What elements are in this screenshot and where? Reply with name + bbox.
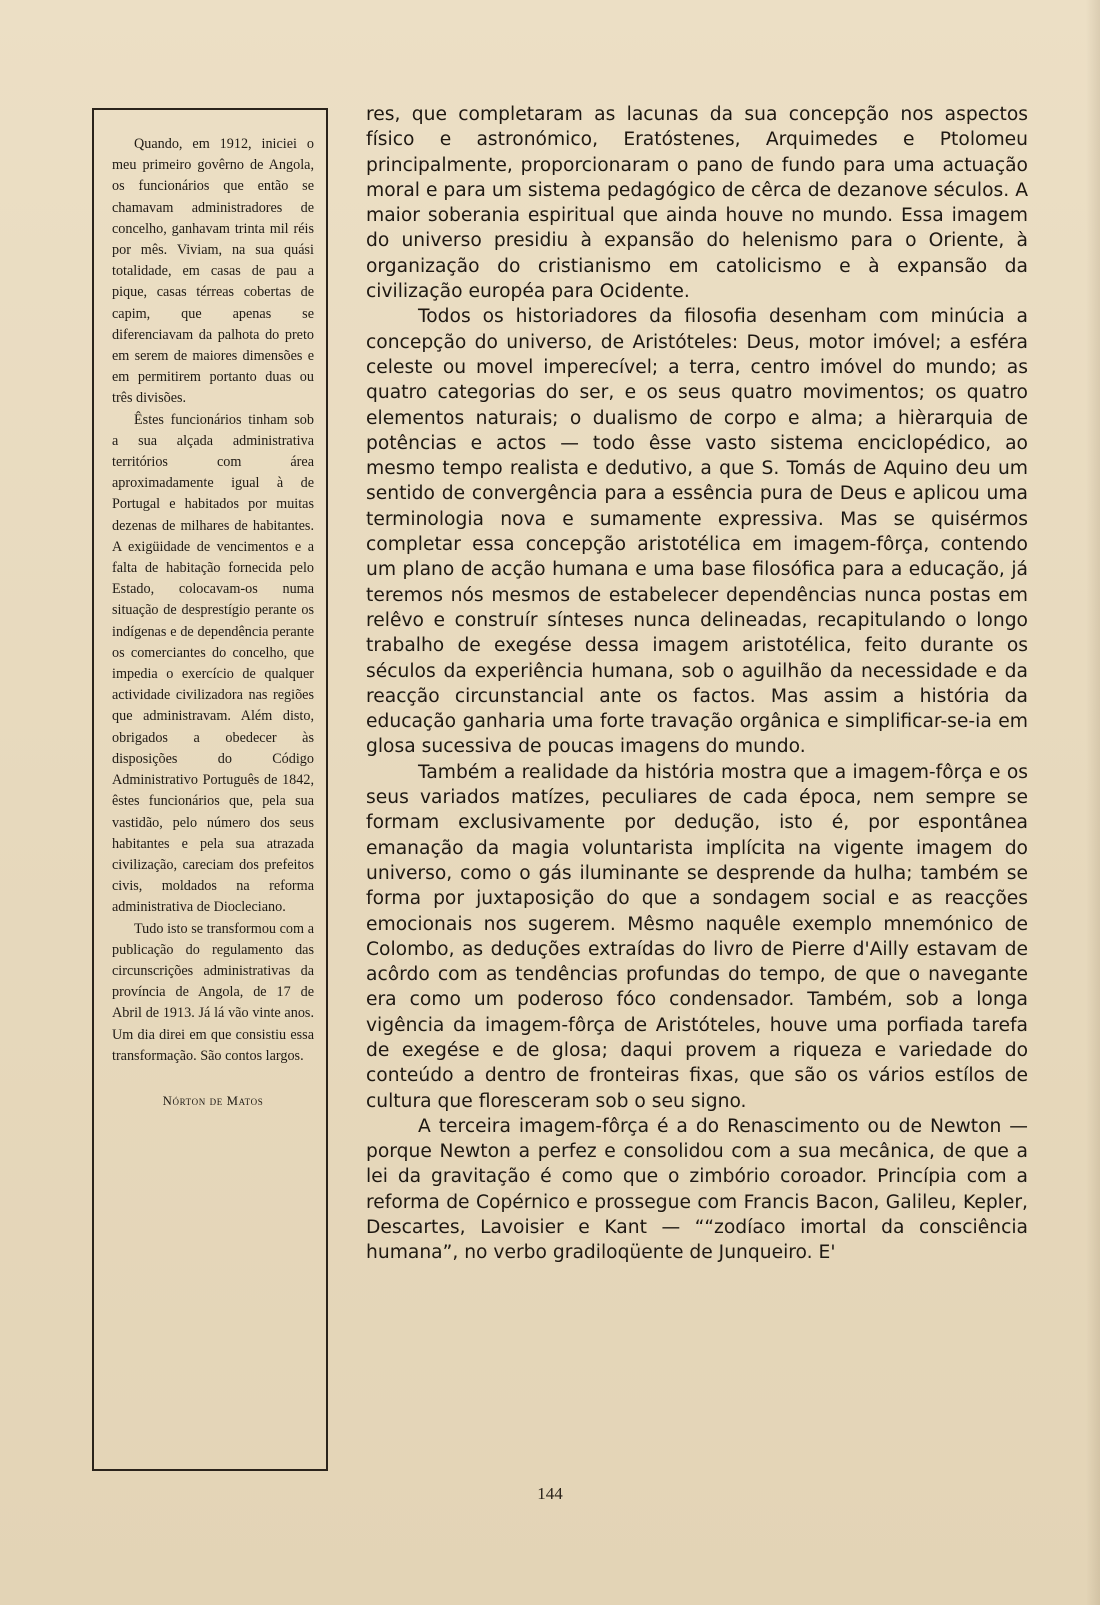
main-text-column [366,102,1028,1266]
sidebar-signature: Nórton de Matos [162,1093,264,1108]
main-paragraph-4: A terceira imagem-fôrça é a do Renascimento ou de Newton — porque Newton a perfez e consolidou com a sua mecânica, de que a lei da gravitação é como que o zimbório coroador. Princípia com a reforma de Copérnico e prossegue com Francis Bacon, Galileu, Kepler, Descartes, Lavoisier e Kant — ““zodíaco imortal da consciência humana”, no verbo gradiloqüente de Junqueiro. E' [366,1115,1028,1264]
sidebar-paragraph-3: Tudo isto se transformou com a publicação do regulamento das circunscrições administrativas da província de Angola, de 17 de Abril de 1913. Já lá vão vinte anos. Um dia direi em que consistiu essa transformação. São contos largos. [112,920,314,1064]
main-paragraph-3: Também a realidade da história mostra que a imagem-fôrça e os seus variados matízes, peculiares de cada época, nem sempre se formam exclusivamente por dedução, isto é, por espontânea emanação da magia voluntarista implícita na vigente imagem do universo, como o gás iluminante se desprende da hulha; também se forma por juxtaposição do que a sondagem social e as reacções emocionais nos sugerem. Mêsmo naquêle exemplo mnemónico de Colombo, as deduções extraídas do livro de Pierre d'Ailly estavam de acôrdo com as tendências profundas do tempo, de que o navegante era como um poderoso fóco condensador. Também, sob a longa vigência da imagem-fôrça de Aristóteles, houve uma porfiada tarefa de exegése e de glosa; daqui provem a riqueza e variedade do conteúdo a dentro de fronteiras fixas, que são os vários estílos de cultura que floresceram sob o seu signo. [366,761,1028,1112]
page-number: 144 [537,1484,563,1503]
sidebar-box [92,108,328,1471]
sidebar-paragraph-2: Êstes funcionários tinham sob a sua alçada administrativa territórios com área aproximadamente igual à de Portugal e habitados por muitas dezenas de milhares de habitantes. A exigüidade de vencimentos e a falta de habitação fornecida pelo Estado, colocavam-os numa situação de desprestígio perante os indígenas e de dependência perante os comerciantes do concelho, que impedia o exercício de qualquer actividade civilizadora nas regiões que administravam. Além disto, obrigados a obedecer às disposições do Código Administrativo Português de 1842, êstes funcionários que, pela sua vastidão, pelo número dos seus habitantes e pela sua atrazada civilização, careciam dos prefeitos civis, moldados na reforma administrativa de Diocleciano. [112,411,314,916]
main-paragraph-1: res, que completaram as lacunas da sua concepção nos aspectos físico e astronómico, Eratóstenes, Arquimedes e Ptolomeu principalmente, proporcionaram o pano de fundo para uma actuação moral e para um sistema pedagógico de cêrca de dezanove séculos. A maior soberania espiritual que ainda houve no mundo. Essa imagem do universo presidiu à expansão do helenismo para o Oriente, à organização do cristianismo em catolicismo e à expansão da civilização européa para Ocidente. [366,104,1028,303]
page-edge-shadow [1086,0,1100,1605]
sidebar-paragraph-1: Quando, em 1912, iniciei o meu primeiro govêrno de Angola, os funcionários que então se chamavam administradores de concelho, ganhavam trinta mil réis por mês. Viviam, na sua quási totalidade, em casas de pau a pique, casas térreas cobertas de capim, que apenas se diferenciavam da palhota do preto em serem de maiores dimensões e em permitirem portanto duas ou três divisões. [112,136,314,407]
main-paragraph-2: Todos os historiadores da filosofia desenham com minúcia a concepção do universo, de Aristóteles: Deus, motor imóvel; a esféra celeste ou movel imperecível; a terra, centro imóvel do mundo; as quatro categorias do ser, e os seus quatro movimentos; os quatro elementos naturais; o dualismo de corpo e alma; a hièrarquia de potências e actos — todo êsse vasto sistema enciclopédico, ao mesmo tempo realista e dedutivo, a que S. Tomás de Aquino deu um sentido de convergência para a essência pura de Deus e aplicou uma terminologia nova e sumamente expressiva. Mas se quisérmos completar essa concepção aristotélica em imagem-fôrça, contendo um plano de acção humana e uma base filosófica para a educação, já teremos nós mesmos de estabelecer dependências nunca postas em relêvo e construír sínteses nunca delineadas, recapitulando o longo trabalho de exegése dessa imagem aristotélica, feito durante os séculos da experiência humana, sob o aguilhão da necessidade e da reacção circunstancial ante os factos. Mas assim a história da educação ganharia uma forte travação orgânica e simplificar-se-ia em glosa sucessiva de poucas imagens do mundo. [366,306,1028,758]
